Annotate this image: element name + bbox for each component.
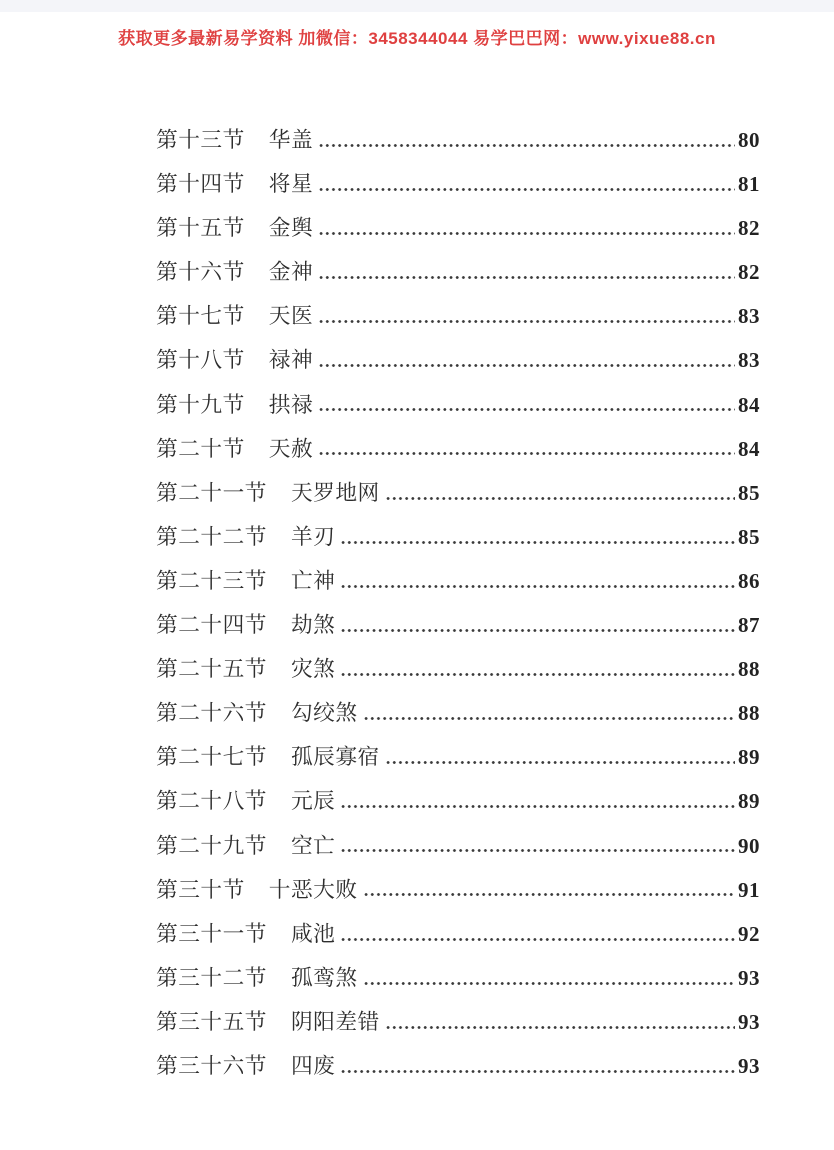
section-label: 第十四节 — [156, 172, 245, 197]
section-title: 劫煞 — [290, 613, 336, 638]
page-number: 81 — [738, 172, 760, 197]
section-label: 第三十一节 — [156, 921, 267, 946]
section-label: 第二十五节 — [156, 657, 267, 682]
top-strip — [0, 0, 834, 12]
toc-entry[interactable] — [156, 250, 760, 294]
section-label: 第二十七节 — [156, 745, 267, 770]
section-title: 金舆 — [268, 216, 314, 241]
dot-leader — [363, 965, 735, 985]
page-number: 85 — [738, 480, 760, 505]
page-number: 80 — [738, 128, 760, 152]
dot-leader — [340, 1053, 735, 1073]
toc-entry[interactable] — [156, 912, 760, 956]
dot-leader — [363, 700, 735, 720]
dot-leader — [340, 612, 735, 632]
toc-entry[interactable] — [156, 559, 760, 603]
dot-leader — [318, 259, 735, 279]
page-number: 89 — [738, 745, 760, 770]
section-title: 羊刃 — [290, 524, 336, 549]
section-title: 咸池 — [290, 921, 336, 946]
page-number: 84 — [738, 436, 760, 461]
dot-leader — [340, 921, 735, 941]
dot-leader — [340, 833, 735, 853]
dot-leader — [318, 171, 735, 191]
section-label: 第二十一节 — [156, 480, 267, 505]
page-number: 82 — [738, 216, 760, 241]
section-label: 第三十二节 — [156, 965, 267, 990]
page-number: 87 — [738, 613, 760, 638]
section-title: 孤鸾煞 — [290, 965, 358, 990]
page-number: 89 — [738, 789, 760, 814]
section-label: 第三十节 — [156, 877, 245, 902]
toc-list — [156, 118, 760, 1088]
dot-leader — [385, 480, 735, 500]
section-label: 第十六节 — [156, 260, 245, 285]
dot-leader — [318, 127, 735, 147]
toc-entry[interactable] — [156, 824, 760, 868]
toc-entry[interactable] — [156, 383, 760, 427]
page-number: 82 — [738, 260, 760, 285]
page-number: 93 — [738, 1053, 760, 1078]
dot-leader — [318, 392, 735, 412]
section-title: 将星 — [268, 172, 314, 197]
toc-entry[interactable] — [156, 735, 760, 779]
section-title: 金神 — [268, 260, 314, 285]
section-title: 阴阳差错 — [290, 1009, 380, 1034]
toc-entry[interactable] — [156, 427, 760, 471]
page-number: 92 — [738, 921, 760, 946]
toc-entry[interactable] — [156, 603, 760, 647]
page-number: 88 — [738, 701, 760, 726]
toc-entry[interactable] — [156, 338, 760, 382]
page-number: 83 — [738, 348, 760, 373]
section-label: 第二十二节 — [156, 524, 267, 549]
section-label: 第十七节 — [156, 304, 245, 329]
section-label: 第二十三节 — [156, 568, 267, 593]
section-title: 华盖 — [268, 128, 314, 152]
dot-leader — [318, 436, 735, 456]
page-number: 93 — [738, 965, 760, 990]
section-title: 拱禄 — [268, 392, 314, 417]
section-title: 孤辰寡宿 — [290, 745, 380, 770]
page-number: 88 — [738, 657, 760, 682]
section-label: 第二十节 — [156, 436, 245, 461]
section-title: 灾煞 — [290, 657, 336, 682]
toc-entry[interactable] — [156, 1044, 760, 1088]
toc-entry[interactable] — [156, 118, 760, 162]
page-number: 83 — [738, 304, 760, 329]
section-title: 天赦 — [268, 436, 314, 461]
dot-leader — [318, 303, 735, 323]
toc-entry[interactable] — [156, 515, 760, 559]
toc-entry[interactable] — [156, 206, 760, 250]
section-label: 第十八节 — [156, 348, 245, 373]
toc-entry[interactable] — [156, 779, 760, 823]
section-label: 第二十六节 — [156, 701, 267, 726]
dot-leader — [385, 1009, 735, 1029]
section-label: 第十五节 — [156, 216, 245, 241]
section-title: 亡神 — [290, 568, 336, 593]
section-title: 禄神 — [268, 348, 314, 373]
section-title: 天医 — [268, 304, 314, 329]
section-title: 空亡 — [290, 833, 336, 858]
toc-entry[interactable] — [156, 471, 760, 515]
page-number: 85 — [738, 524, 760, 549]
dot-leader — [363, 877, 735, 897]
dot-leader — [318, 215, 735, 235]
toc-entry[interactable] — [156, 868, 760, 912]
toc-entry[interactable] — [156, 1000, 760, 1044]
section-label: 第三十六节 — [156, 1053, 267, 1078]
dot-leader — [385, 744, 735, 764]
section-label: 第十九节 — [156, 392, 245, 417]
dot-leader — [340, 788, 735, 808]
toc-entry[interactable] — [156, 294, 760, 338]
dot-leader — [340, 568, 735, 588]
section-label: 第二十九节 — [156, 833, 267, 858]
toc-entry[interactable] — [156, 956, 760, 1000]
section-label: 第二十八节 — [156, 789, 267, 814]
section-title: 勾绞煞 — [290, 701, 358, 726]
page-number: 90 — [738, 833, 760, 858]
page-number: 84 — [738, 392, 760, 417]
page-number: 93 — [738, 1009, 760, 1034]
page-number: 91 — [738, 877, 760, 902]
section-title: 十恶大败 — [268, 877, 358, 902]
toc-entry[interactable] — [156, 691, 760, 735]
promo-header-text: 获取更多最新易学资料 加微信：3458344044 易学巴巴网：www.yixue88.cn — [118, 29, 716, 48]
section-label: 第十三节 — [156, 128, 245, 152]
section-label: 第三十五节 — [156, 1009, 267, 1034]
section-title: 四废 — [290, 1053, 336, 1078]
dot-leader — [340, 656, 735, 676]
section-title: 元辰 — [290, 789, 336, 814]
toc-entry[interactable] — [156, 647, 760, 691]
page-number: 86 — [738, 568, 760, 593]
dot-leader — [318, 347, 735, 367]
section-label: 第二十四节 — [156, 613, 267, 638]
toc-entry[interactable] — [156, 162, 760, 206]
section-title: 天罗地网 — [290, 480, 380, 505]
dot-leader — [340, 524, 735, 544]
